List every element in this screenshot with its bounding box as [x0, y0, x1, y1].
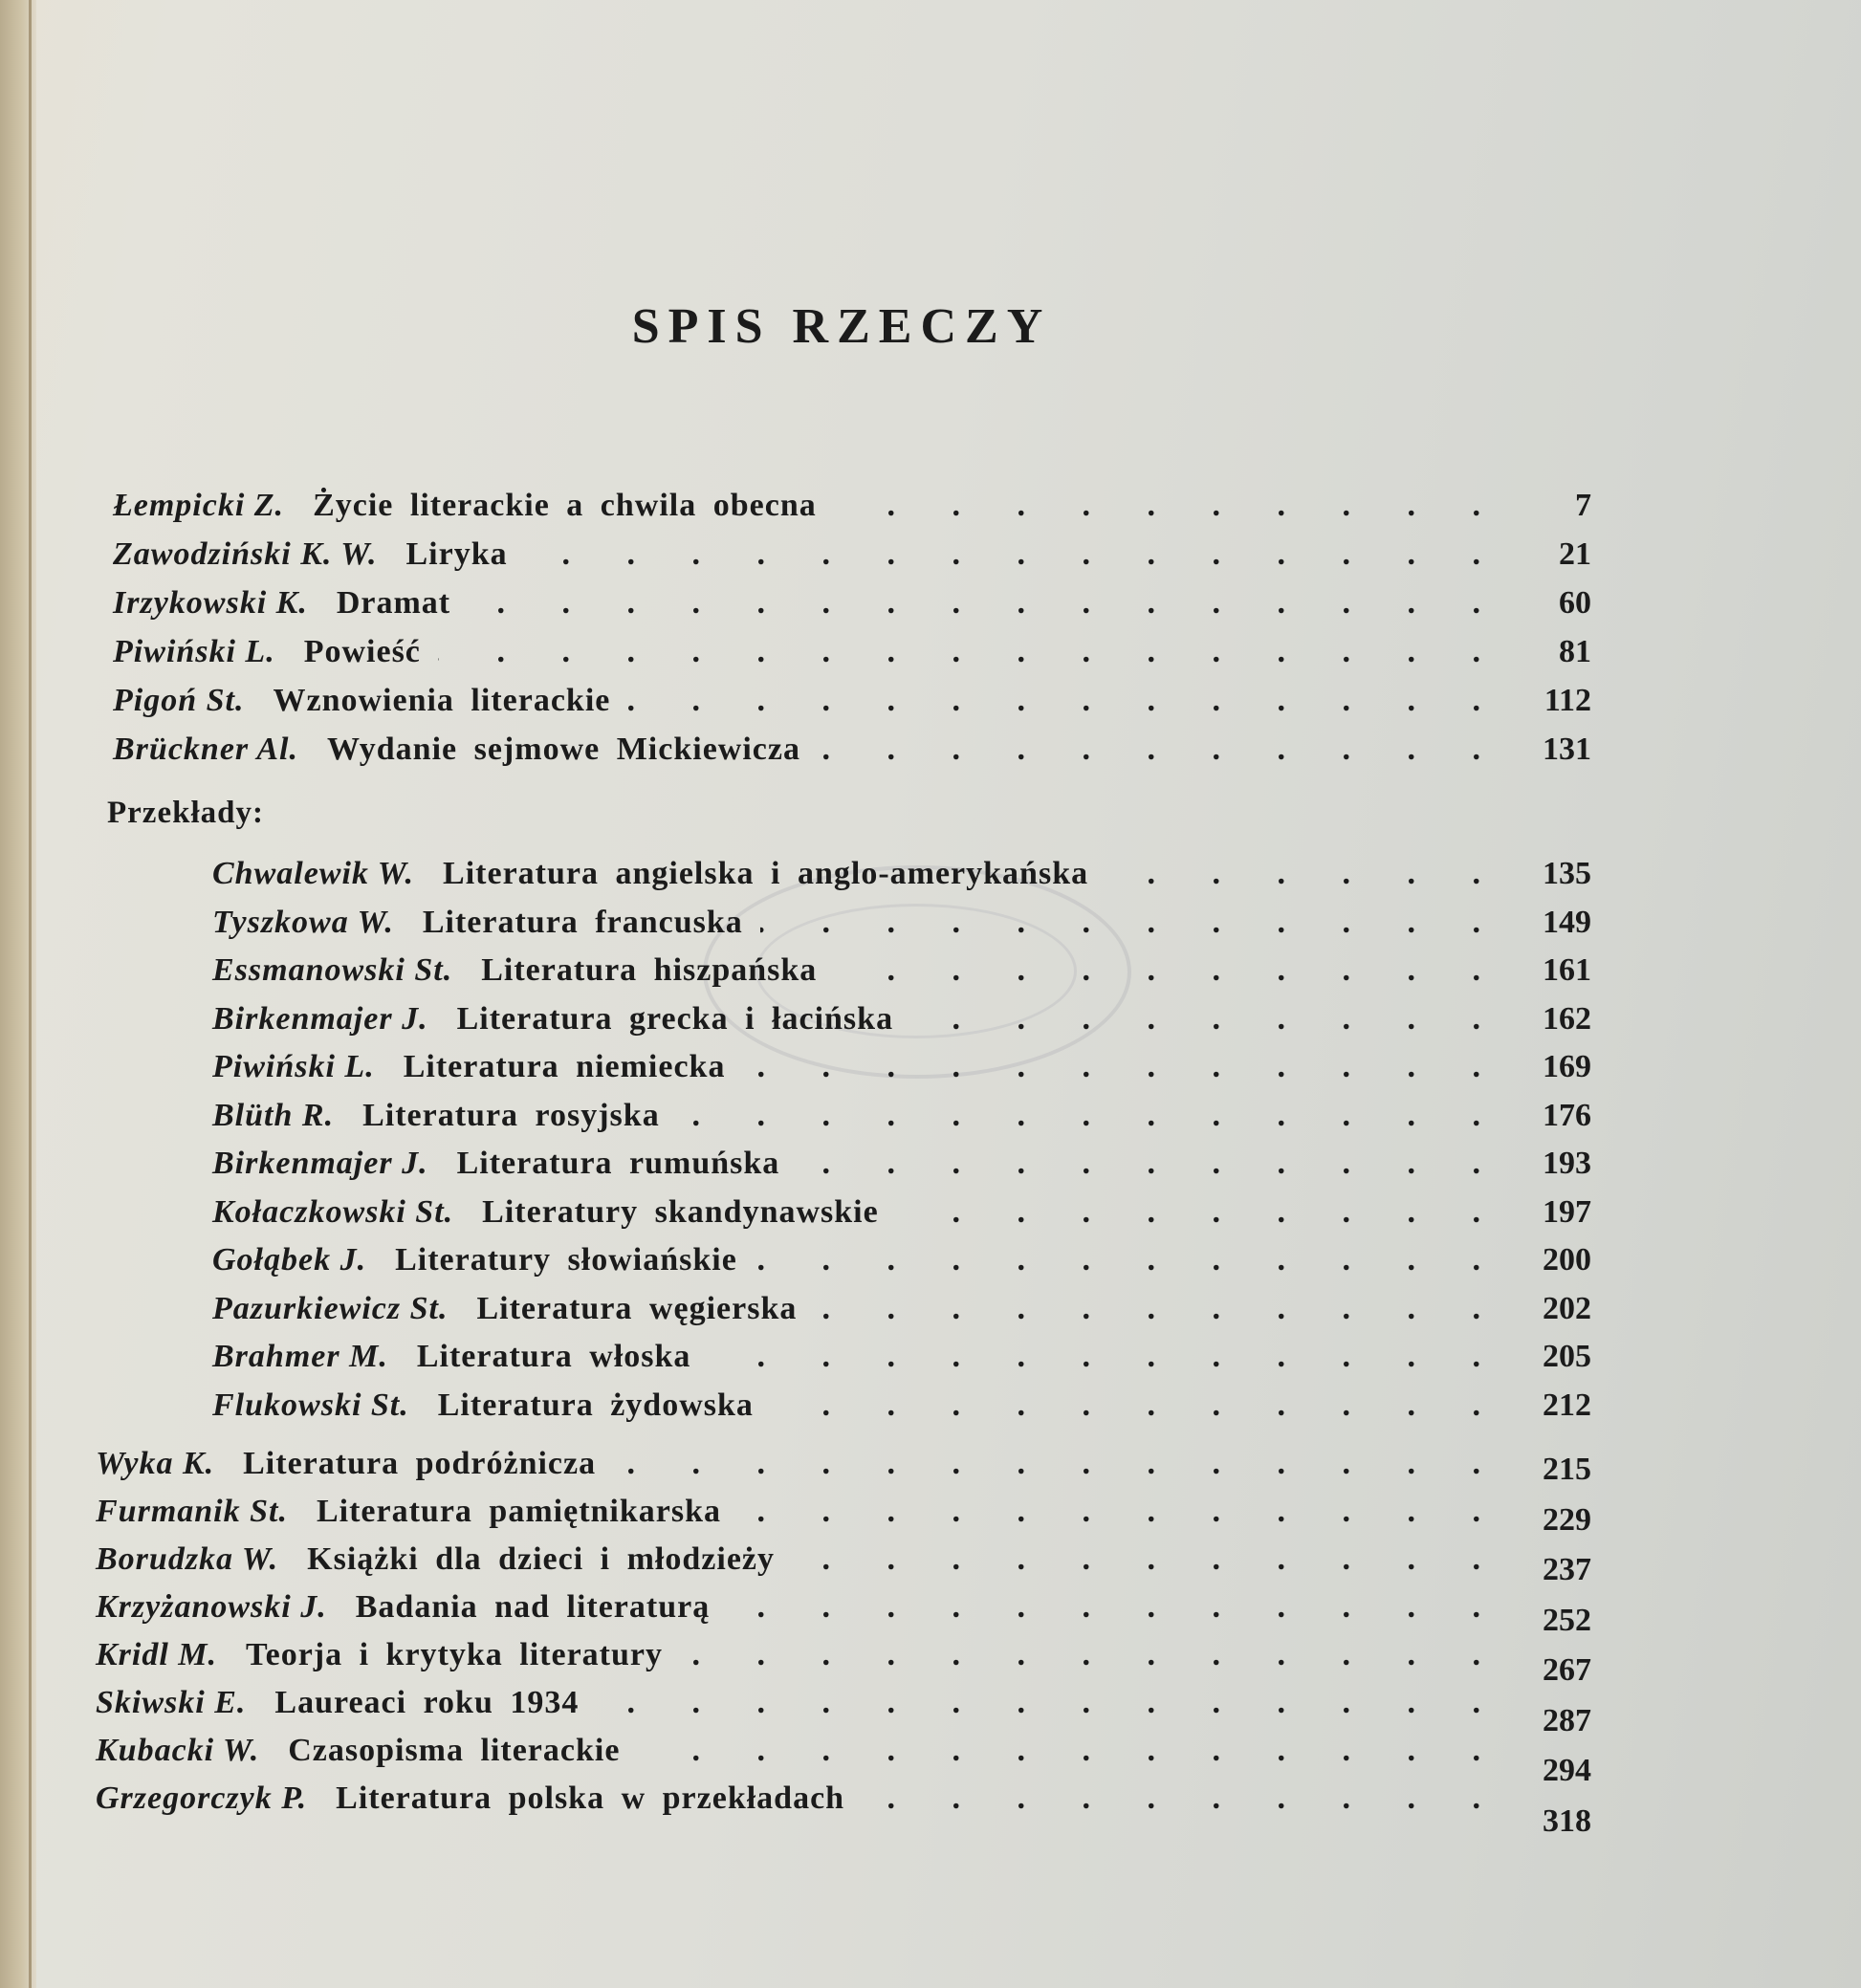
toc-author: Gołąbek J. — [212, 1242, 367, 1278]
toc-entry — [96, 1685, 1492, 1721]
toc-leader-dots — [862, 1780, 1480, 1817]
toc-page-number: 162 — [1543, 1000, 1591, 1037]
toc-author: Kubacki W. — [96, 1733, 260, 1768]
toc-entry — [113, 488, 1492, 524]
toc-author: Grzegorczyk P. — [96, 1780, 308, 1816]
toc-author: Pazurkiewicz St. — [212, 1290, 449, 1326]
toc-author: Blüth R. — [212, 1097, 335, 1133]
toc-entry — [212, 1098, 1492, 1134]
page-title: SPIS RZECZY — [631, 299, 1052, 354]
toc-page-number: 229 — [1543, 1501, 1591, 1538]
toc-page-number: 215 — [1543, 1452, 1591, 1487]
toc-author: Zawodziński K. W. — [113, 536, 378, 572]
toc-leader-dots — [797, 1146, 1480, 1182]
toc-page-number: 60 — [1559, 585, 1591, 621]
toc-author: Essmanowski St. — [212, 952, 453, 988]
toc-leader-dots — [680, 1637, 1480, 1673]
toc-page-number: 21 — [1559, 536, 1591, 572]
toc-author: Łempicki Z. — [113, 488, 285, 523]
toc-title: Książki dla dzieci i młodzieży — [307, 1541, 775, 1577]
toc-leader-dots — [627, 683, 1480, 719]
toc-title: Literatura niemiecka — [403, 1049, 726, 1084]
toc-title: Literatura angielska i anglo-amerykańska — [443, 856, 1089, 891]
toc-page-number: 149 — [1543, 904, 1591, 940]
toc-author: Birkenmajer J. — [212, 1000, 428, 1037]
toc-author: Piwiński L. — [212, 1049, 375, 1084]
toc-leader-dots — [896, 1194, 1480, 1231]
toc-entry — [212, 952, 1492, 989]
toc-entry — [96, 1446, 1492, 1482]
toc-leader-dots — [760, 905, 1480, 941]
toc-title: Literatura żydowska — [437, 1387, 754, 1423]
toc-page-number: 135 — [1543, 856, 1591, 891]
toc-title: Literatura rumuńska — [456, 1146, 780, 1181]
toc-leader-dots — [742, 1049, 1480, 1085]
toc-leader-dots — [1106, 856, 1480, 892]
toc-page-number: 81 — [1559, 634, 1591, 669]
toc-author: Kridl M. — [96, 1637, 218, 1672]
toc-author: Krzyżanowski J. — [96, 1589, 327, 1625]
toc-leader-dots — [834, 488, 1480, 524]
toc-title: Literatura rosyjska — [362, 1097, 660, 1133]
toc-title: Powieść — [303, 634, 421, 669]
toc-title: Liryka — [405, 536, 508, 572]
toc-page-number: 205 — [1543, 1339, 1591, 1374]
toc-page-number: 212 — [1543, 1387, 1591, 1423]
toc-page-number: 202 — [1543, 1290, 1591, 1326]
toc-leader-dots — [525, 536, 1480, 573]
toc-author: Brückner Al. — [113, 732, 299, 767]
section-label-translations: Przekłady: — [107, 796, 264, 830]
toc-entry — [212, 856, 1492, 892]
toc-author: Pigoń St. — [113, 683, 245, 718]
toc-page-number: 287 — [1543, 1702, 1591, 1738]
toc-entry — [212, 1001, 1492, 1038]
toc-author: Skiwski E. — [96, 1685, 247, 1720]
toc-title: Literatury słowiańskie — [395, 1242, 737, 1278]
toc-leader-dots — [637, 1733, 1480, 1769]
toc-title: Literatury skandynawskie — [482, 1193, 879, 1230]
toc-title: Literatura podróżnicza — [243, 1446, 597, 1481]
toc-entry — [212, 1291, 1492, 1327]
toc-author: Wyka K. — [96, 1446, 215, 1481]
toc-entry — [96, 1589, 1492, 1626]
toc-page-number: 112 — [1544, 683, 1591, 718]
toc-page-number: 131 — [1543, 732, 1591, 767]
toc-author: Tyszkowa W. — [212, 904, 394, 940]
toc-title: Literatura francuska — [422, 904, 743, 940]
toc-leader-dots — [818, 732, 1480, 768]
toc-page-number: 237 — [1543, 1552, 1591, 1587]
toc-title: Literatura hiszpańska — [481, 952, 818, 988]
toc-author: Chwalewik W. — [212, 856, 415, 891]
toc-author: Brahmer M. — [212, 1339, 388, 1374]
toc-author: Kołaczkowski St. — [212, 1193, 454, 1230]
toc-page-number: 161 — [1543, 952, 1591, 988]
toc-author: Irzykowski K. — [113, 585, 308, 621]
toc-entry — [96, 1780, 1492, 1817]
toc-title: Czasopisma literackie — [288, 1733, 621, 1768]
toc-page-number: 252 — [1543, 1602, 1591, 1638]
toc-page-number: 193 — [1543, 1146, 1591, 1181]
toc-author: Borudzka W. — [96, 1541, 279, 1577]
toc-leader-dots — [708, 1339, 1480, 1375]
toc-entry — [113, 683, 1492, 719]
toc-page-number: 200 — [1543, 1242, 1591, 1278]
toc-leader-dots — [771, 1387, 1480, 1424]
toc-entry — [96, 1637, 1492, 1673]
toc-leader-dots — [438, 634, 1480, 670]
toc-author: Flukowski St. — [212, 1387, 409, 1423]
toc-author: Birkenmajer J. — [212, 1146, 428, 1181]
toc-leader-dots — [677, 1098, 1480, 1134]
toc-author: Piwiński L. — [113, 634, 275, 669]
toc-leader-dots — [792, 1541, 1480, 1578]
toc-entry — [212, 1339, 1492, 1375]
toc-page-number: 294 — [1543, 1753, 1591, 1788]
toc-entry — [212, 905, 1492, 941]
toc-page-number: 176 — [1543, 1097, 1591, 1133]
toc-author: Furmanik St. — [96, 1494, 288, 1529]
toc-entry — [212, 1194, 1492, 1231]
toc-title: Wznowienia literackie — [273, 683, 611, 718]
toc-page-number: 197 — [1543, 1193, 1591, 1230]
toc-title: Badania nad literaturą — [355, 1589, 711, 1625]
toc-leader-dots — [468, 585, 1480, 622]
toc-leader-dots — [738, 1494, 1480, 1530]
toc-entry — [96, 1541, 1492, 1578]
toc-entry — [113, 732, 1492, 768]
toc-entry — [113, 634, 1492, 670]
toc-leader-dots — [596, 1685, 1480, 1721]
toc-leader-dots — [755, 1242, 1480, 1278]
toc-leader-dots — [727, 1589, 1480, 1626]
toc-page-number: 7 — [1575, 488, 1591, 523]
toc-title: Wydanie sejmowe Mickiewicza — [327, 732, 800, 767]
toc-title: Dramat — [336, 585, 451, 621]
toc-entry — [96, 1733, 1492, 1769]
toc-page-number: 267 — [1543, 1652, 1591, 1688]
toc-entry — [113, 585, 1492, 622]
toc-title: Literatura pamiętnikarska — [316, 1494, 722, 1529]
toc-title: Literatura grecka i łacińska — [456, 1000, 894, 1037]
toc-leader-dots — [613, 1446, 1480, 1482]
toc-entry — [113, 536, 1492, 573]
toc-title: Życie literackie a chwila obecna — [313, 488, 817, 523]
toc-leader-dots — [910, 1001, 1480, 1038]
toc-leader-dots — [834, 952, 1480, 989]
toc-title: Literatura węgierska — [476, 1290, 798, 1326]
toc-page-number: 169 — [1543, 1049, 1591, 1084]
toc-page-number: 318 — [1543, 1802, 1591, 1839]
toc-title: Literatura włoska — [416, 1339, 691, 1374]
toc-leader-dots — [814, 1291, 1480, 1327]
toc-entry — [212, 1242, 1492, 1278]
toc-entry — [96, 1494, 1492, 1530]
toc-title: Laureaci roku 1934 — [274, 1685, 580, 1720]
toc-title: Literatura polska w przekładach — [336, 1780, 845, 1816]
toc-entry — [212, 1049, 1492, 1085]
toc-entry — [212, 1387, 1492, 1424]
toc-title: Teorja i krytyka literatury — [246, 1637, 664, 1672]
toc-entry — [212, 1146, 1492, 1182]
